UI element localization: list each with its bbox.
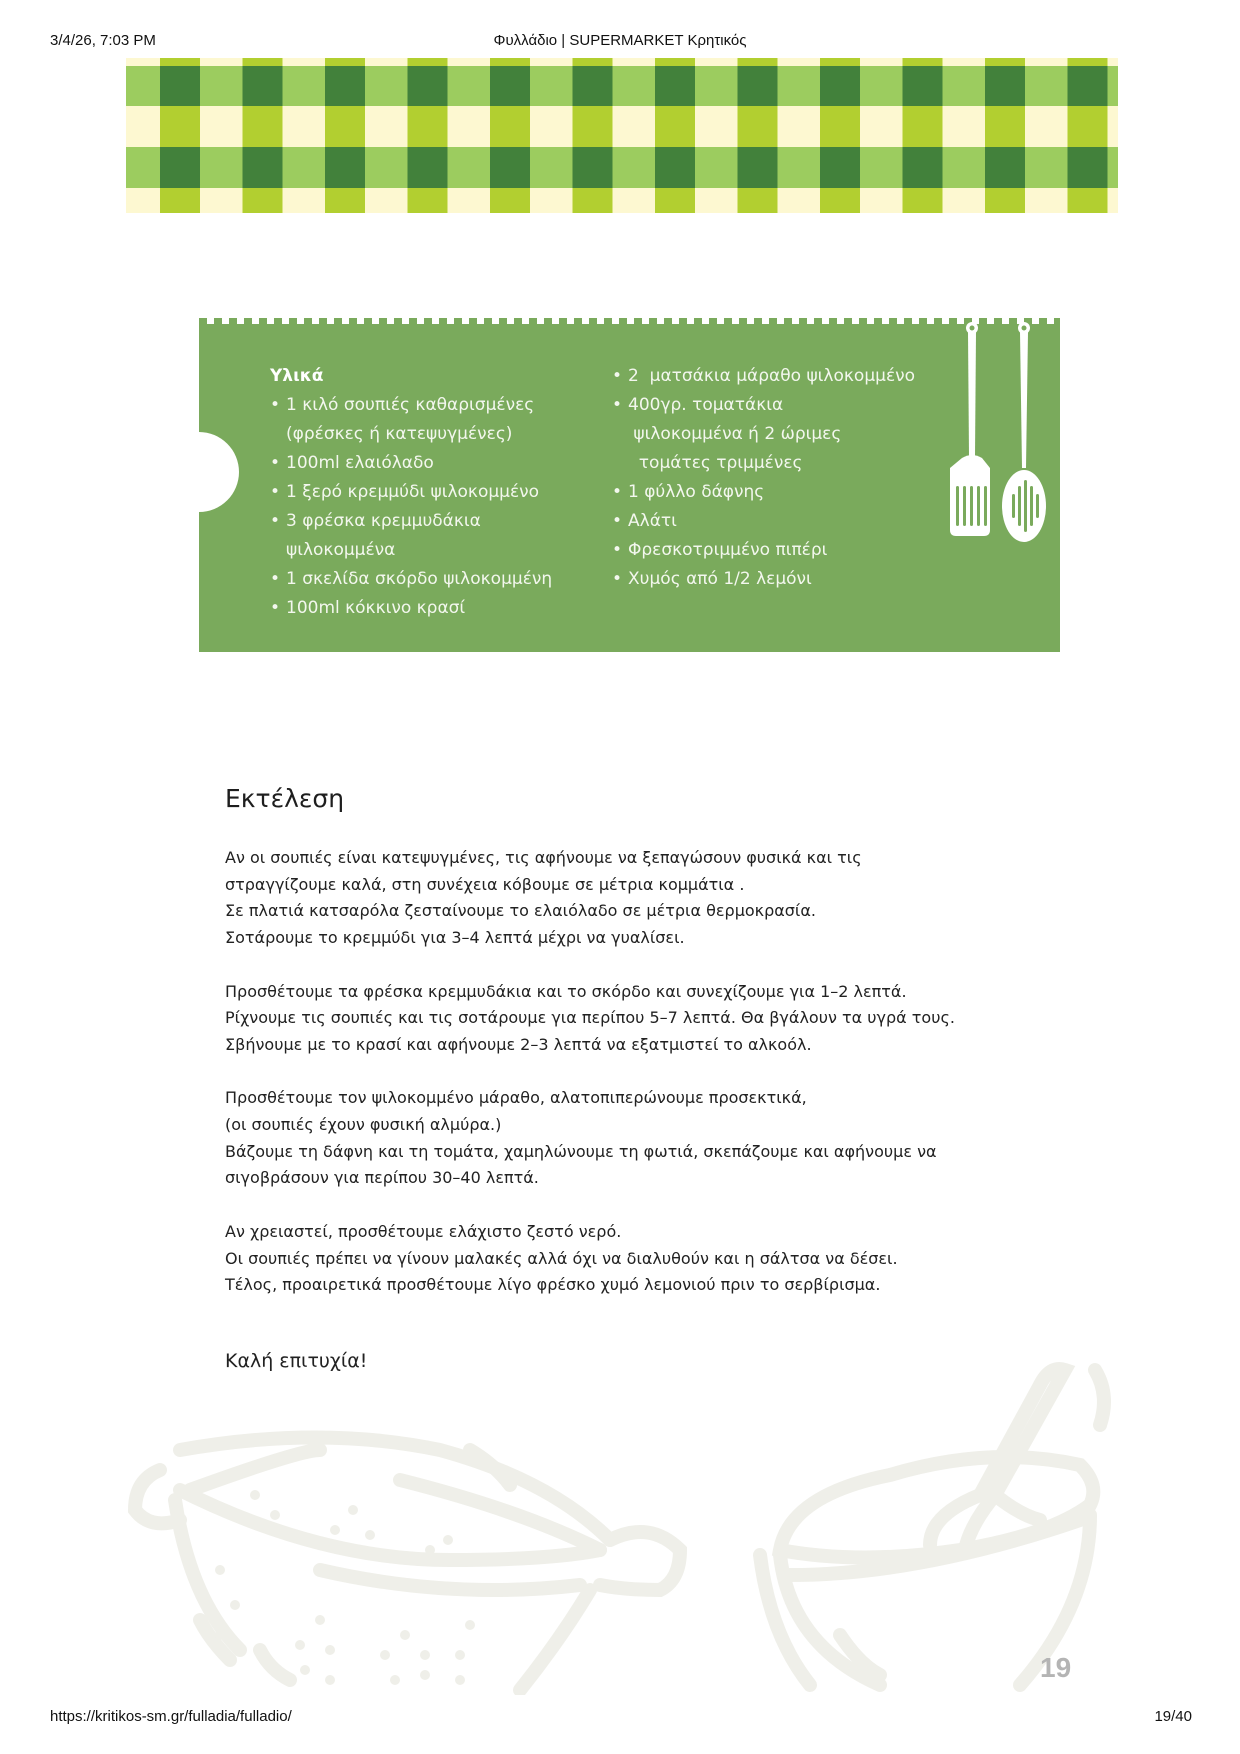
print-page-count: 19/40 xyxy=(1154,1708,1192,1725)
method-paragraph: Προσθέτουμε τα φρέσκα κρεμμυδάκια και το σκόρδο και συνεχίζουμε για 1–2 λεπτά. Ρίχνουμε τις σουπιές και τις σοτάρουμε για περίπου 5–7 λεπτά. Θα βγάλουν τα υγρά τους. Σβήνουμε με το κρασί και αφήνουμε 2–3 λεπτά να εξατμιστεί το αλκοόλ. xyxy=(225,981,955,1054)
method-paragraph: Αν οι σουπιές είναι κατεψυγμένες, τις αφήνουμε να ξεπαγώσουν φυσικά και τις στραγγίζουμε καλά, στη συνέχεια κόβουμε σε μέτρια κομμάτια . Σε πλατιά κατσαρόλα ζεσταίνουμε το ελαιόλαδο σε μέτρια θερμοκρασία. Σοτάρουμε το κρεμμύδι για 3–4 λεπτά μέχρι να γυαλίσει. xyxy=(225,848,862,948)
ingredients-title: Υλικά xyxy=(270,366,324,386)
method-title: Εκτέλεση xyxy=(225,784,345,813)
method-paragraphs xyxy=(225,845,1045,1326)
method-paragraph: Αν χρειαστεί, προσθέτουμε ελάχιστο ζεστό νερό. Οι σουπιές πρέπει να γίνουν μαλακές αλλά όχι να διαλυθούν και η σάλτσα να δέσει. Τέλος, προαιρετικά προσθέτουμε λίγο φρέσκο χυμό λεμονιού πριν το σερβίρισμα. xyxy=(225,1221,898,1295)
card-notch xyxy=(159,432,239,512)
ingredient-item: • 100ml ελαιόλαδο xyxy=(270,453,434,473)
ingredient-item: • 1 ξερό κρεμμύδι ψιλοκομμένο xyxy=(270,482,540,502)
print-date: 3/4/26, 7:03 PM xyxy=(50,32,156,49)
ingredient-item: • 1 κιλό σουπιές καθαρισμένες (φρέσκες ή κατεψυγμένες) xyxy=(270,395,535,444)
ingredient-item: • 2 ματσάκια μάραθο ψιλοκομμένο xyxy=(612,366,916,386)
ingredient-item: • Αλάτι xyxy=(612,511,677,531)
ingredient-item: • 400γρ. τοματάκια ψιλοκομμένα ή 2 ώριμες τομάτες τριμμένες xyxy=(612,395,842,473)
mixing-bowl-whisk-icon xyxy=(750,1345,1120,1695)
ingredient-item: • 1 σκελίδα σκόρδο ψιλοκομμένη xyxy=(270,569,553,589)
ingredient-item: • Φρεσκοτριμμένο πιπέρι xyxy=(612,540,828,560)
print-url: https://kritikos-sm.gr/fulladia/fulladio/ xyxy=(50,1708,292,1725)
ingredients-left-column xyxy=(270,362,580,623)
closing-wish: Καλή επιτυχία! xyxy=(225,1350,368,1372)
colander-icon xyxy=(120,1410,710,1695)
ingredient-item: • 100ml κόκκινο κρασί xyxy=(270,598,466,618)
ingredient-item: • 1 φύλλο δάφνης xyxy=(612,482,765,502)
method-paragraph: Προσθέτουμε τον ψιλοκομμένο μάραθο, αλατοπιπερώνουμε προσεκτικά, (οι σουπιές έχουν φυσική αλμύρα.) Βάζουμε τη δάφνη και τη τομάτα, χαμηλώνουμε τη φωτιά, σκεπάζουμε και αφήνουμε να σιγοβράσουν για περίπου 30–40 λεπτά. xyxy=(225,1088,937,1188)
spatula-icon xyxy=(950,322,990,536)
gingham-banner xyxy=(126,58,1118,213)
slotted-spoon-icon xyxy=(1002,322,1046,542)
ingredient-item: • 3 φρέσκα κρεμμυδάκια ψιλοκομμένα xyxy=(270,511,481,560)
ingredient-item: • Χυμός από 1/2 λεμόνι xyxy=(612,569,812,589)
utensils-icon xyxy=(944,318,1054,548)
ingredients-right-column xyxy=(612,362,942,594)
page-number: 19 xyxy=(1040,1652,1072,1683)
print-page-title: Φυλλάδιο | SUPERMARKET Κρητικός xyxy=(493,32,747,49)
